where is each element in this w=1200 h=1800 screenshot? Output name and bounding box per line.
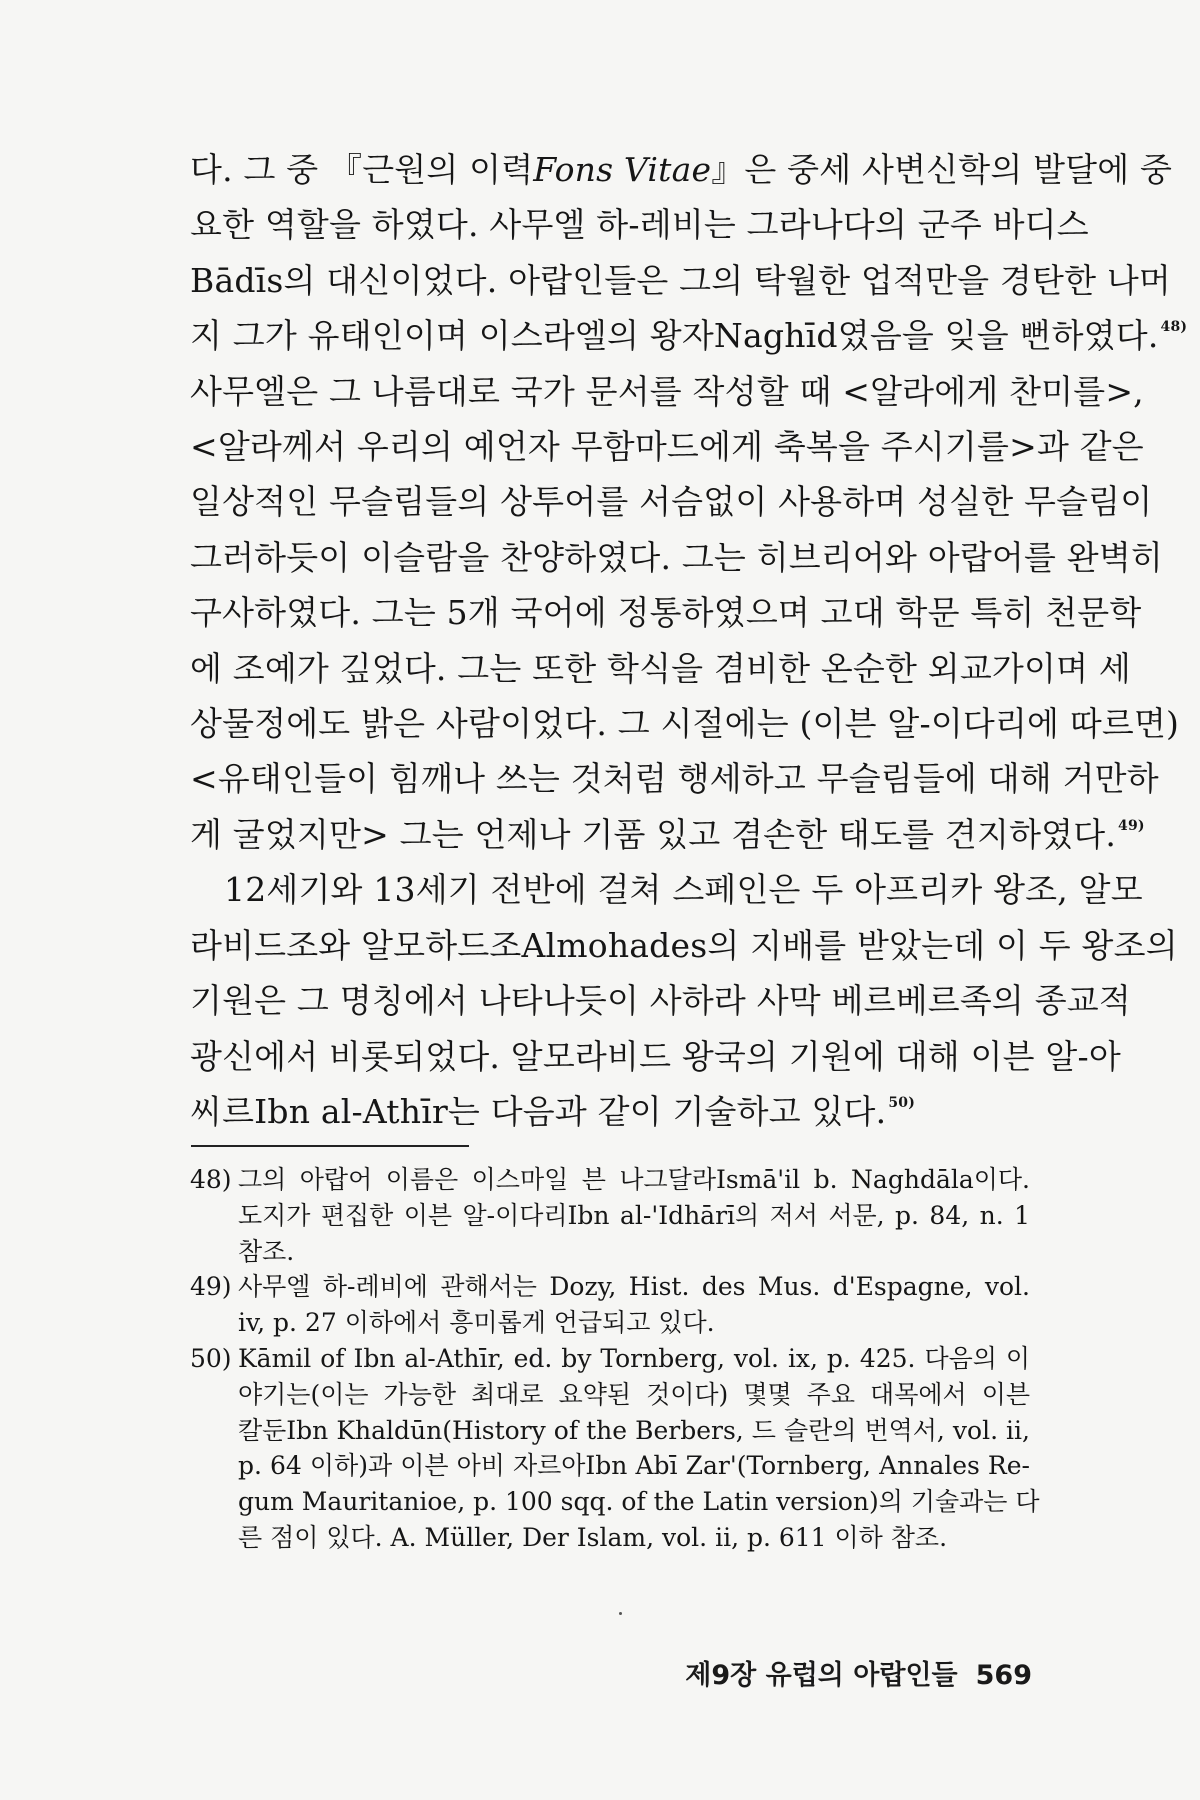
footnote-line: 그의 아랍어 이름은 이스마일 븐 나그달라Ismā'il b. Naghdāla이다. [238,1165,1030,1194]
footnote-ref-48: 48) [1160,319,1188,336]
body-line: 씨르Ibn al-Athīr는 다음과 같이 기술하고 있다. $^{50)}$ [190,1091,916,1131]
footnote-line: 른 점이 있다. A. Müller, Der Islam, vol. ii, p. 611 이하 참조. [238,1522,948,1552]
body-line: <알라께서 우리의 예언자 무함마드에게 축복을 주시기를>과 같은 [190,427,1144,467]
footnote-line: Kāmil of Ibn al-Athīr, ed. by Tornberg, vol. ix, p. 425. 다음의 이 [238,1343,1030,1373]
footnote-line: 야기는(이는 가능한 최대로 요약된 것이다) 몇몇 주요 대목에서 이븐 [238,1379,1030,1409]
footnote-line: 사무엘 하-레비에 관해서는 Dozy, Hist. des Mus. d'Espagne, vol. [238,1272,1030,1302]
footnotes [190,1162,1040,1556]
body-line: 일상적인 무슬림들의 상투어를 서슴없이 사용하며 성실한 무슬림이 [190,482,1153,522]
chapter-title: 제9장 유럽의 아랍인들 [685,1660,958,1691]
main-text [190,142,1188,1139]
body-line: 광신에서 비롯되었다. 알모라비드 왕국의 기원에 대해 이븐 알-아 [190,1036,1121,1076]
footnote-line: iv, p. 27 이하에서 흥미롭게 언급되고 있다. [238,1308,715,1338]
body-line: 지 그가 유태인이며 이스라엘의 왕자Naghīd였음을 잊을 뻔하였다. $^{48)}$ [190,316,1188,356]
body-line: 요한 역할을 하였다. 사무엘 하-레비는 그라나다의 군주 바디스 [190,205,1089,245]
body-line: 사무엘은 그 나름대로 국가 문서를 작성할 때 <알라에게 찬미를>, [190,371,1144,411]
footnote-50 [190,1341,1040,1556]
footnote-line: p. 64 이하)과 이븐 아비 자르아Ibn Abī Zar'(Tornberg, Annales Re- [238,1451,1030,1481]
body-line: 다. 그 중 『근원의 이력Fons Vitae』은 중세 사변신학의 발달에 중 [190,150,1173,189]
body-line: 상물정에도 밝은 사람이었다. 그 시절에는 (이븐 알-이다리에 따르면) [190,704,1180,744]
footnote-ref-50: 50) [888,1094,916,1111]
print-speck [619,1612,622,1615]
footnote-divider [191,1145,469,1147]
footnote-48 [190,1162,1030,1269]
body-line: 기원은 그 명칭에서 나타나듯이 사하라 사막 베르베르족의 종교적 [190,981,1131,1021]
running-footer [685,1653,1032,1692]
body-line: 라비드조와 알모하드조Almohades의 지배를 받았는데 이 두 왕조의 [190,925,1178,965]
body-line: Bādīs의 대신이었다. 아랍인들은 그의 탁월한 업적만을 경탄한 나머 [190,260,1172,300]
footnote-number: 48) [190,1165,232,1194]
body-line: <유태인들이 힘깨나 쓰는 것처럼 행세하고 무슬림들에 대해 거만하 [190,759,1159,799]
footnote-49 [190,1269,1030,1341]
paragraph-start-line: 12세기와 13세기 전반에 걸쳐 스페인은 두 아프리카 왕조, 알모 [224,870,1143,910]
footnote-ref-49: 49) [1118,817,1145,834]
footnote-number: 49) [190,1272,232,1302]
footnote-line: 도지가 편집한 이븐 알-이다리Ibn al-'Idhārī의 저서 서문, p. 84, n. 1 [238,1200,1030,1230]
footnote-number: 50) [190,1343,232,1373]
body-line: 에 조예가 깊었다. 그는 또한 학식을 겸비한 온순한 외교가이며 세 [190,648,1131,688]
footnote-line: 참조. [238,1236,295,1266]
footnote-line: gum Mauritanioe, p. 100 sqq. of the Latin version)의 기술과는 다 [238,1487,1040,1517]
body-line: 게 굴었지만> 그는 언제나 기품 있고 겸손한 태도를 견지하였다. $^{49)}$ [190,814,1145,854]
footnote-line: 칼둔Ibn Khaldūn(History of the Berbers, 드 슬란의 번역서, vol. ii, [238,1415,1030,1445]
body-line: 그러하듯이 이슬람을 찬양하였다. 그는 히브리어와 아랍어를 완벽히 [190,537,1164,577]
page-number: 569 [975,1660,1032,1691]
body-line: 구사하였다. 그는 5개 국어에 정통하였으며 고대 학문 특히 천문학 [190,593,1142,633]
